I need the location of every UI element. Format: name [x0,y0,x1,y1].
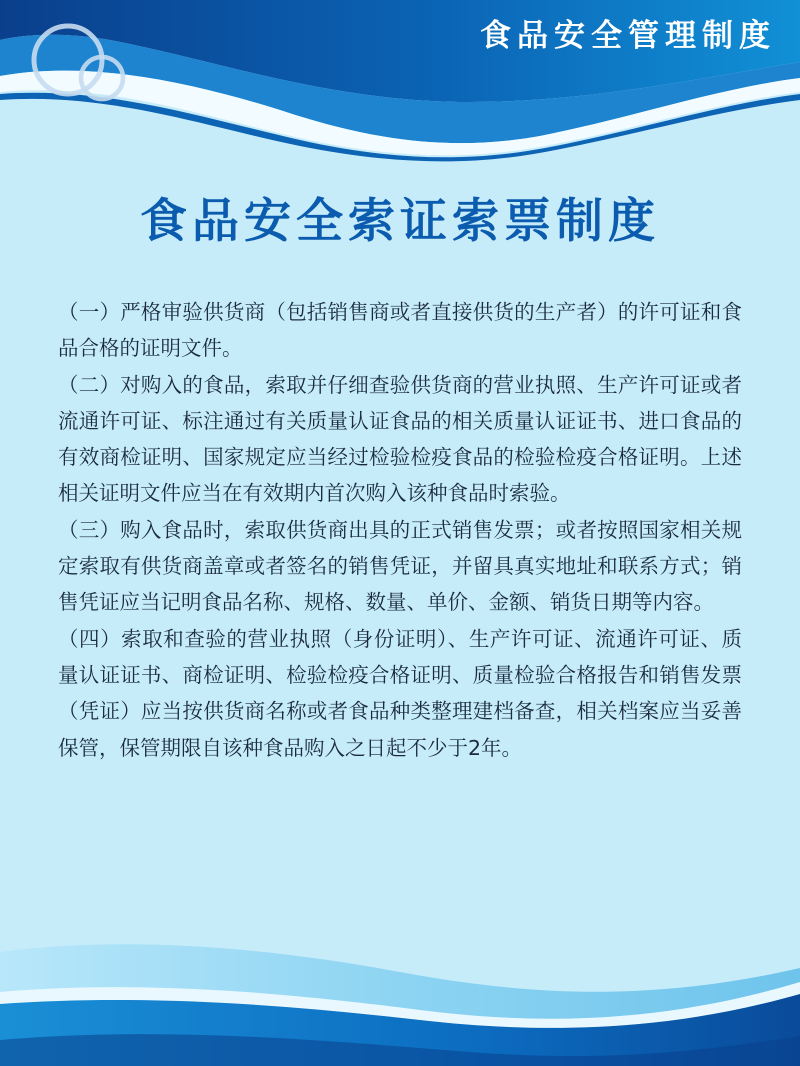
paragraph-4: （四）索取和查验的营业执照（身份证明）、生产许可证、流通许可证、质量认证证书、商检证明、检验检疫合格证明、质量检验合格报告和销售发票（凭证）应当按供货商名称或者食品种类整理建档备查，相关档案应当妥善保管，保管期限自该种食品购入之日起不少于2年。 [58,626,742,760]
page-title: 食品安全索证索票制度 [140,194,660,249]
document-body [58,294,742,766]
header-title: 食品安全管理制度 [480,18,776,54]
paragraph-1: （一）严格审验供货商（包括销售商或者直接供货的生产者）的许可证和食品合格的证明文件。 [58,300,742,361]
paragraph-2: （二）对购入的食品，索取并仔细查验供货商的营业执照、生产许可证或者流通许可证、标注通过有关质量认证食品的相关质量认证证书、进口食品的有效商检证明、国家规定应当经过检验检疫食品的检验检疫合格证明。上述相关证明文件应当在有效期内首次购入该种食品时索验。 [58,372,742,506]
footer-wave [0,944,800,1066]
paragraph-3: （三）购入食品时，索取供货商出具的正式销售发票；或者按照国家相关规定索取有供货商盖章或者签名的销售凭证，并留具真实地址和联系方式；销售凭证应当记明食品名称、规格、数量、单价、金额、销货日期等内容。 [58,517,742,615]
